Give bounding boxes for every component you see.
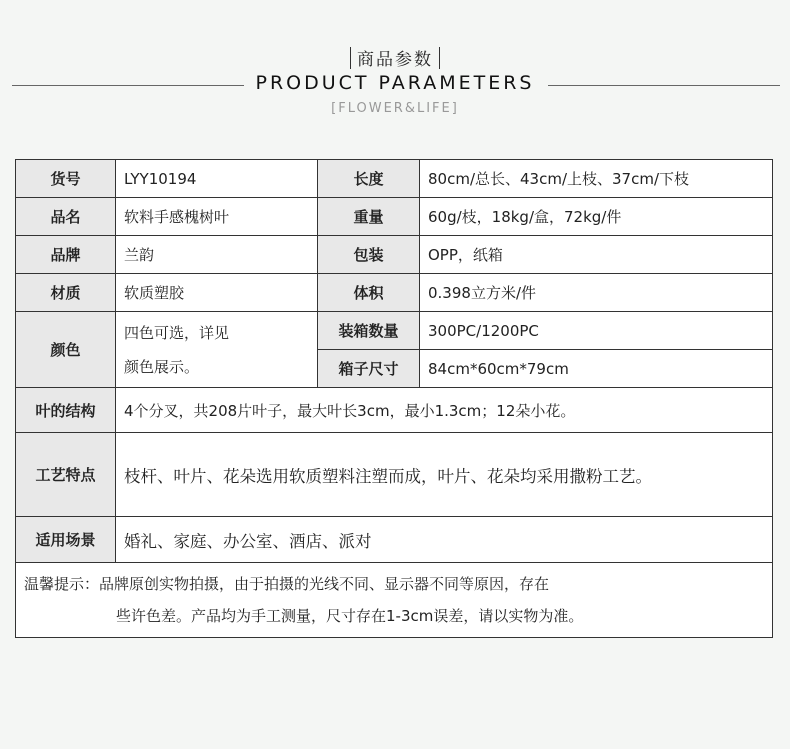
title-cn-text: 商品参数 <box>357 50 433 70</box>
length-value: 80cm/总长、43cm/上枝、37cm/下枝 <box>420 160 773 198</box>
section-title-en: PRODUCT PARAMETERS <box>255 72 535 94</box>
box-size-value: 84cm*60cm*79cm <box>420 350 773 388</box>
craft-value: 枝杆、叶片、花朵选用软质塑料注塑而成，叶片、花朵均采用撒粉工艺。 <box>116 433 773 517</box>
table-row <box>16 160 773 198</box>
packing-value: OPP，纸箱 <box>420 236 773 274</box>
weight-value: 60g/枝，18kg/盒，72kg/件 <box>420 198 773 236</box>
color-value <box>116 312 318 388</box>
table-row <box>16 563 773 638</box>
name-value: 软料手感槐树叶 <box>116 198 318 236</box>
table-row <box>16 433 773 517</box>
packing-label: 包装 <box>318 236 420 274</box>
usage-value: 婚礼、家庭、办公室、酒店、派对 <box>116 517 773 563</box>
table-row <box>16 274 773 312</box>
box-size-label: 箱子尺寸 <box>318 350 420 388</box>
color-value-line1: 四色可选，详见 <box>124 323 230 342</box>
material-value: 软质塑胶 <box>116 274 318 312</box>
product-parameters-table <box>15 159 773 638</box>
section-title-cn <box>0 45 790 70</box>
name-label: 品名 <box>16 198 116 236</box>
table-row <box>16 236 773 274</box>
leaf-structure-label: 叶的结构 <box>16 388 116 433</box>
weight-label: 重量 <box>318 198 420 236</box>
item-no-label: 货号 <box>16 160 116 198</box>
color-value-line2: 颜色展示。 <box>124 357 200 376</box>
notice-line1: 温馨提示：品牌原创实物拍摄，由于拍摄的光线不同、显示器不同等原因，存在 <box>24 575 550 593</box>
usage-label: 适用场景 <box>16 517 116 563</box>
title-bar-right <box>439 47 440 69</box>
table-row <box>16 517 773 563</box>
table-row <box>16 312 773 350</box>
color-label: 颜色 <box>16 312 116 388</box>
craft-label: 工艺特点 <box>16 433 116 517</box>
box-qty-label: 装箱数量 <box>318 312 420 350</box>
title-bar-left <box>350 47 351 69</box>
notice-line2: 些许色差。产品均为手工测量，尺寸存在1-3cm误差，请以实物为准。 <box>116 607 584 625</box>
leaf-structure-value: 4个分叉，共208片叶子，最大叶长3cm，最小1.3cm；12朵小花。 <box>116 388 773 433</box>
volume-label: 体积 <box>318 274 420 312</box>
material-label: 材质 <box>16 274 116 312</box>
table-row <box>16 388 773 433</box>
item-no-value: LYY10194 <box>116 160 318 198</box>
section-title-en-row <box>0 72 790 100</box>
volume-value: 0.398立方米/件 <box>420 274 773 312</box>
brand-label: 品牌 <box>16 236 116 274</box>
table-row <box>16 198 773 236</box>
section-subtitle: [FLOWER&LIFE] <box>331 101 459 116</box>
brand-value: 兰韵 <box>116 236 318 274</box>
length-label: 长度 <box>318 160 420 198</box>
box-qty-value: 300PC/1200PC <box>420 312 773 350</box>
notice <box>16 563 773 638</box>
